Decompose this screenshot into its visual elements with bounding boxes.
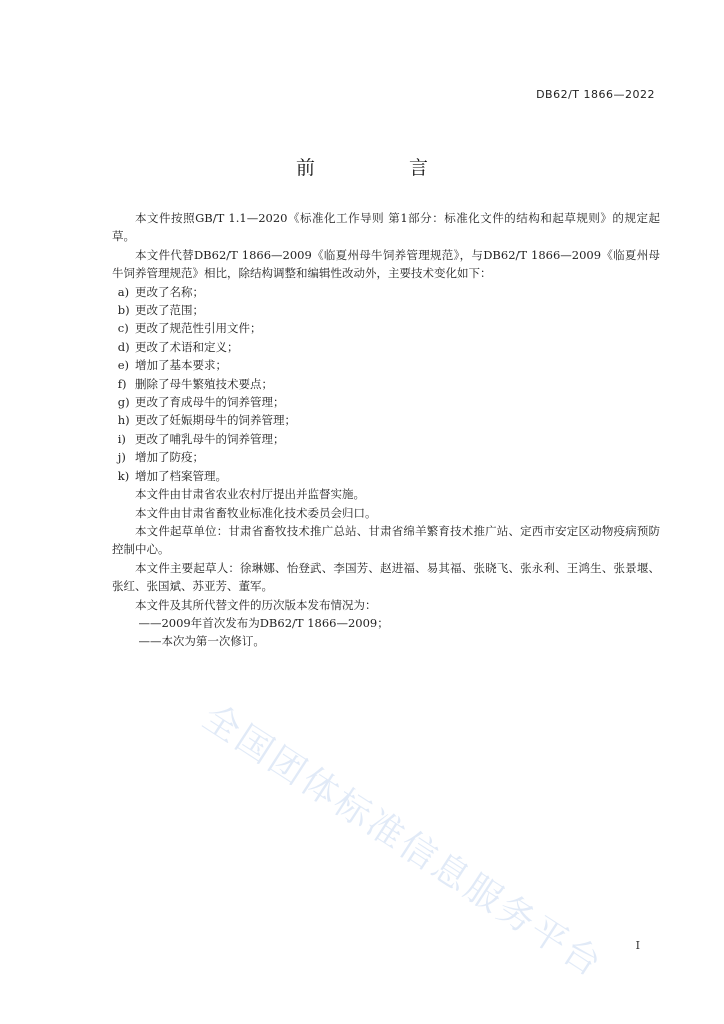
list-marker: g) [117,395,130,410]
page-number: I [635,939,640,952]
list-item-text: 更改了名称； [135,284,204,299]
paragraph-drafters: 本文件主要起草人：徐琳娜、怡登武、李国芳、赵进福、易其福、张晓飞、张永利、王鸿生、张景堰、张红、张国斌、苏亚芳、董军。 [112,560,660,594]
list-item-text: 更改了术语和定义； [135,339,239,354]
list-marker: j) [117,450,126,465]
list-item [112,430,660,448]
watermark: 全国团体标准信息服务平台 [195,696,611,986]
list-item-text: 增加了档案管理。 [135,468,227,483]
paragraph-replacement: 本文件代替DB62/T 1866—2009《临夏州母牛饲养管理规范》，与DB62/T 1866—2009《临夏州母牛饲养管理规范》相比，除结构调整和编辑性改动外，主要技术变化如下： [112,247,660,281]
list-item [112,467,660,485]
list-item [112,411,660,429]
list-marker: d) [117,339,130,354]
list-item-text: 删除了母牛繁殖技术要点； [135,376,273,391]
list-item-text: 更改了妊娠期母牛的饲养管理； [135,413,296,428]
paragraph-drafting-basis: 本文件按照GB/T 1.1—2020《标准化工作导则 第1部分：标准化文件的结构和起草规则》的规定起草。 [112,211,660,244]
list-item-text: 更改了规范性引用文件； [135,321,262,336]
list-marker: a) [117,284,130,299]
paragraph-history-intro: 本文件及其所代替文件的历次版本发布情况为： [135,597,377,612]
standard-code: DB62/T 1866—2022 [536,88,655,101]
document-body [112,209,660,651]
list-marker: h) [117,413,130,428]
list-item [112,301,660,319]
page-title: 前 言 [295,157,473,179]
history-item: ——2009年首次发布为DB62/T 1866—2009； [138,615,389,630]
list-item [112,283,660,301]
list-item-text: 增加了基本要求； [135,358,227,373]
list-item [112,338,660,356]
list-marker: c) [117,321,129,336]
list-item [112,375,660,393]
list-item-text: 更改了哺乳母牛的饲养管理； [135,431,285,446]
list-marker: e) [117,358,130,373]
list-item-text: 增加了防疫； [135,450,204,465]
list-item [112,319,660,337]
paragraph-proposer: 本文件由甘肃省农业农村厅提出并监督实施。 [135,487,365,502]
list-item [112,393,660,411]
paragraph-drafting-units: 本文件起草单位：甘肃省畜牧技术推广总站、甘肃省绵羊繁育技术推广站、定西市安定区动物疫病预防控制中心。 [112,523,660,557]
list-item-text: 更改了育成母牛的饲养管理； [135,395,285,410]
history-item: ——本次为第一次修订。 [138,634,265,649]
list-item-text: 更改了范围； [135,303,204,318]
paragraph-committee: 本文件由甘肃省畜牧业标准化技术委员会归口。 [135,505,377,520]
list-marker: k) [117,468,130,483]
list-item [112,448,660,466]
changes-list [112,283,660,485]
list-marker: i) [117,431,126,446]
list-marker: f) [117,376,127,391]
list-item [112,356,660,374]
list-marker: b) [117,303,130,318]
